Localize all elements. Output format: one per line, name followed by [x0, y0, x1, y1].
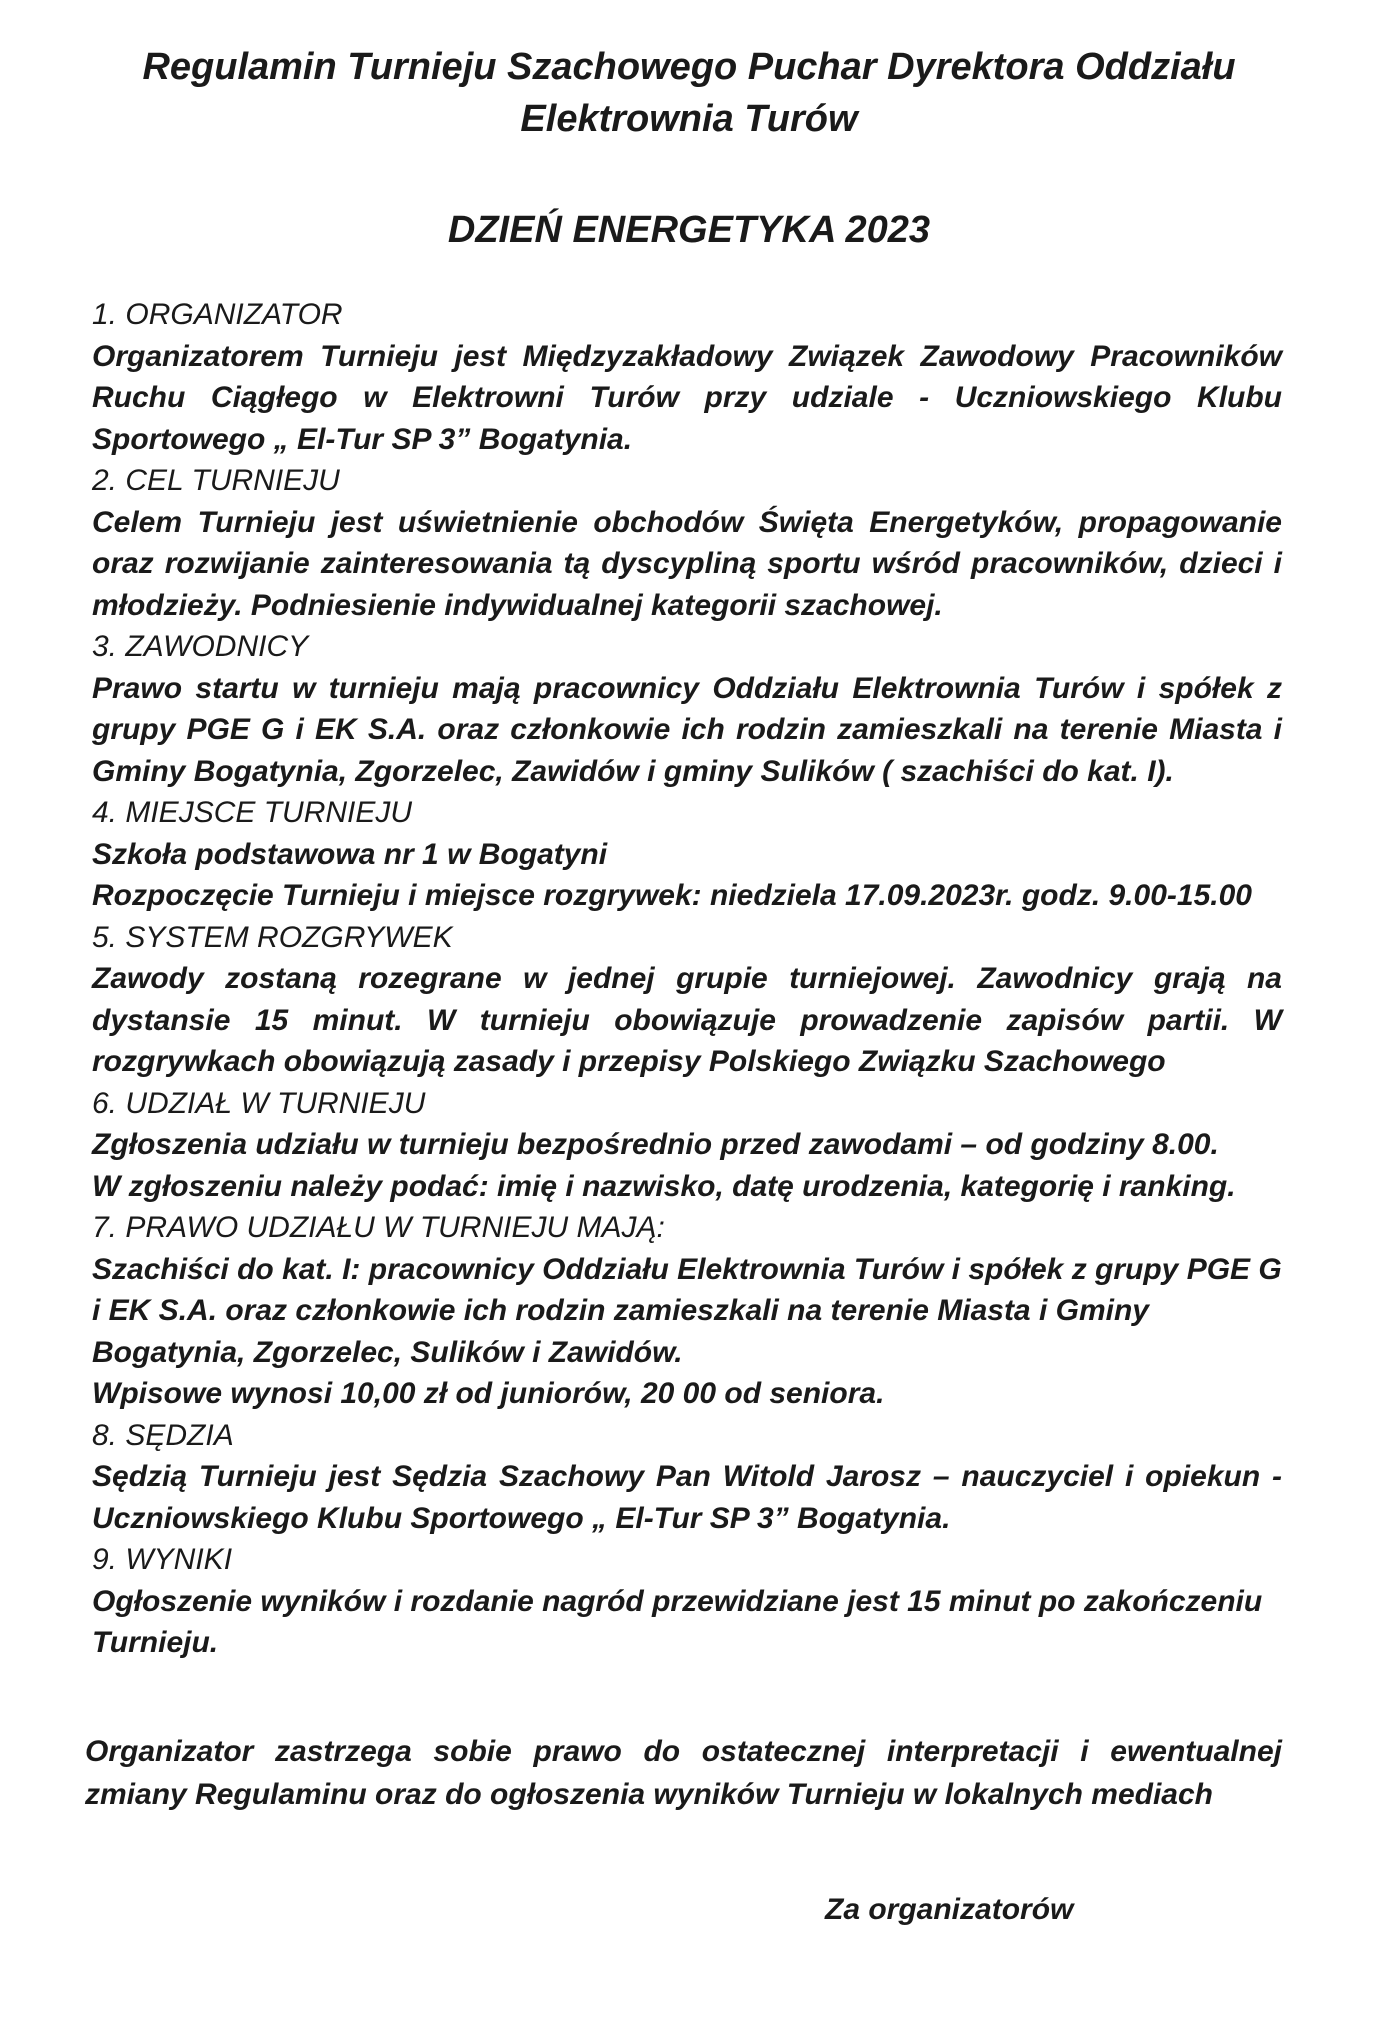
section-heading: 6. UDZIAŁ W TURNIEJU [92, 1086, 426, 1120]
document-subtitle: DZIEŃ ENERGETYKA 2023 [447, 209, 931, 251]
section-prawo-udzialu [92, 1207, 1282, 1415]
section-organizator [92, 294, 1282, 460]
section-wyniki [92, 1539, 1282, 1664]
signature-line: Za organizatorów [825, 1893, 1074, 1926]
section-paragraph: Ogłoszenie wyników i rozdanie nagród przewidziane jest 15 minut po zakończeniu Turnieju. [92, 1584, 1263, 1659]
section-paragraph: Rozpoczęcie Turnieju i miejsce rozgrywek: niedziela 17.09.2023r. godz. 9.00-15.00 [92, 879, 1252, 912]
section-cel-turnieju [92, 460, 1282, 626]
document-title-line-1: Regulamin Turnieju Szachowego Puchar Dyrektora Oddziału [142, 46, 1236, 88]
section-paragraph: Celem Turnieju jest uświetnienie obchodów Święta Energetyków, propagowanie oraz rozwijanie zainteresowania tą dyscypliną sportu wśród pracowników, dzieci i młodzieży. Podniesienie indywidualnej kategorii szachowej. [92, 505, 1282, 622]
section-paragraph: Szkoła podstawowa nr 1 w Bogatyni [92, 837, 608, 871]
section-heading: 5. SYSTEM ROZGRYWEK [92, 920, 453, 954]
closing-statement: Organizator zastrzega sobie prawo do ostatecznej interpretacji i ewentualnej zmiany Regulaminu oraz do ogłoszenia wyników Turnieju w lokalnych mediach [85, 1735, 1282, 1811]
section-miejsce-turnieju [92, 792, 1282, 917]
section-heading: 3. ZAWODNICY [92, 630, 309, 663]
regulations-body [92, 294, 1282, 1664]
section-heading: 7. PRAWO UDZIAŁU W TURNIEJU MAJĄ: [92, 1211, 665, 1244]
section-paragraph: W zgłoszeniu należy podać: imię i nazwisko, datę urodzenia, kategorię i ranking. [92, 1169, 1236, 1203]
section-sedzia [92, 1415, 1282, 1540]
section-paragraph: Organizatorem Turnieju jest Międzyzakładowy Związek Zawodowy Pracowników Ruchu Ciągłego w Elektrowni Turów przy udziale - Uczniowskiego Klubu Sportowego „ El-Tur SP 3” Bogatynia. [92, 339, 1282, 456]
section-heading: 9. WYNIKI [92, 1543, 233, 1576]
section-heading: 8. SĘDZIA [92, 1418, 234, 1452]
section-paragraph: Zgłoszenia udziału w turnieju bezpośrednio przed zawodami – od godziny 8.00. [92, 1128, 1219, 1161]
section-paragraph: Szachiści do kat. I: pracownicy Oddziału Elektrownia Turów i spółek z grupy PGE G i EK S.A. oraz członkowie ich rodzin zamieszkali na terenie Miasta i Gminy Bogatynia, Zgorzelec, Sulików i Zawidów. [92, 1252, 1282, 1369]
document-title-line-2: Elektrownia Turów [520, 98, 858, 140]
section-udzial-w-turnieju [92, 1083, 1282, 1208]
section-paragraph: Prawo startu w turnieju mają pracownicy Oddziału Elektrownia Turów i spółek z grupy PGE G i EK S.A. oraz członkowie ich rodzin zamieszkali na terenie Miasta i Gminy Bogatynia, Zgorzelec, Zawidów i gminy Sulików ( szachiści do kat. I). [92, 671, 1282, 788]
section-paragraph: Sędzią Turnieju jest Sędzia Szachowy Pan Witold Jarosz – nauczyciel i opiekun - Uczniowskiego Klubu Sportowego „ El-Tur SP 3” Bogatynia. [92, 1460, 1282, 1535]
section-heading: 4. MIEJSCE TURNIEJU [92, 796, 413, 829]
section-system-rozgrywek [92, 917, 1282, 1083]
section-paragraph: Zawody zostaną rozegrane w jednej grupie turniejowej. Zawodnicy grają na dystansie 15 minut. W turnieju obowiązuje prowadzenie zapisów partii. W rozgrywkach obowiązują zasady i przepisy Polskiego Związku Szachowego [92, 962, 1282, 1078]
section-heading: 2. CEL TURNIEJU [92, 464, 340, 497]
section-zawodnicy [92, 626, 1282, 792]
section-paragraph: Wpisowe wynosi 10,00 zł od juniorów, 20 00 od seniora. [92, 1377, 885, 1410]
section-heading: 1. ORGANIZATOR [92, 298, 343, 331]
